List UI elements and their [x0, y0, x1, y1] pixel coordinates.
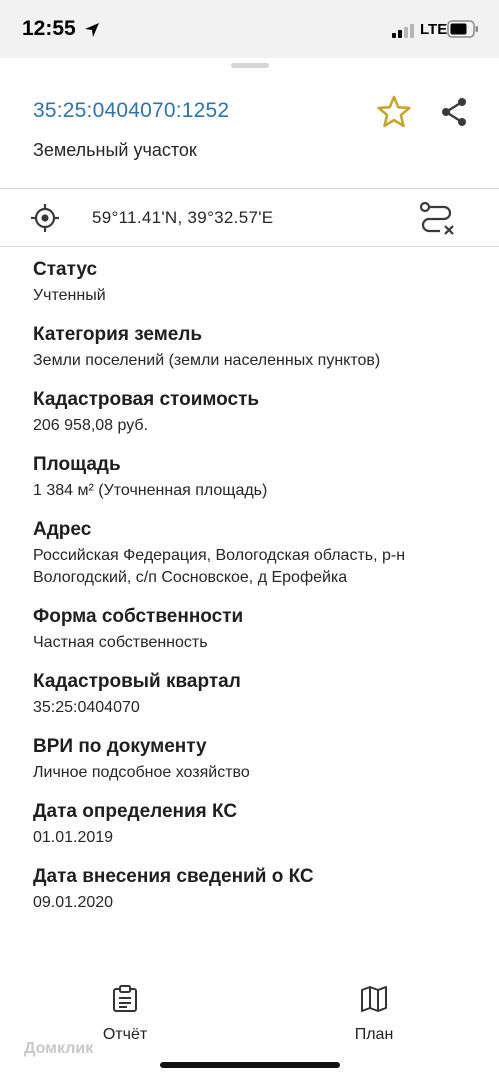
tab-report[interactable]	[65, 982, 185, 1042]
field-value: 09.01.2020	[33, 894, 114, 911]
field-cadastral-value	[33, 388, 473, 437]
status-bar	[0, 0, 499, 58]
field-value: Учтенный	[33, 287, 106, 304]
field-label: Статус	[33, 259, 98, 280]
coordinates-row[interactable]	[0, 190, 499, 246]
divider	[0, 246, 499, 247]
field-address	[33, 518, 473, 589]
status-time: 12:55	[22, 17, 76, 40]
location-arrow-icon	[84, 22, 100, 38]
route-button[interactable]	[418, 200, 456, 236]
field-label: Кадастровый квартал	[33, 671, 241, 692]
battery-icon	[447, 20, 479, 38]
signal-icon	[392, 24, 416, 38]
coordinates-text: 59°11.41'N, 39°32.57'E	[92, 208, 274, 227]
map-icon	[361, 985, 387, 1013]
divider	[0, 188, 499, 189]
field-value: 206 958,08 руб.	[33, 417, 149, 434]
share-button[interactable]	[436, 94, 472, 130]
field-value: 01.01.2019	[33, 829, 114, 846]
field-label: ВРИ по документу	[33, 736, 207, 757]
favorite-button[interactable]	[376, 94, 412, 130]
watermark-text: Домклик	[24, 1040, 94, 1057]
object-type: Земельный участок	[33, 140, 197, 160]
target-icon	[31, 204, 59, 232]
field-label: Площадь	[33, 454, 121, 475]
field-label: Форма собственности	[33, 606, 244, 627]
field-label: Дата определения КС	[33, 801, 238, 822]
tab-plan[interactable]	[314, 982, 434, 1042]
share-icon	[436, 94, 472, 130]
field-label: Дата внесения сведений о КС	[33, 866, 314, 887]
field-land-category	[33, 323, 473, 372]
field-value: Российская Федерация, Вологодская область, р-н Вологодский, с/п Сосновское, д Ерофейка	[33, 547, 406, 586]
field-label: Категория земель	[33, 324, 203, 345]
field-permitted-use	[33, 735, 473, 784]
field-entry-date	[33, 865, 473, 914]
cadastral-number[interactable]: 35:25:0404070:1252	[33, 99, 230, 122]
route-clear-icon	[418, 200, 456, 236]
field-label: Кадастровая стоимость	[33, 389, 260, 410]
tab-label: Отчёт	[102, 1026, 148, 1043]
field-cadastral-quarter	[33, 670, 473, 719]
field-status	[33, 258, 473, 307]
sheet-grabber[interactable]	[231, 63, 269, 68]
field-valuation-date	[33, 800, 473, 849]
field-area	[33, 453, 473, 502]
field-label: Адрес	[33, 519, 92, 540]
star-icon	[376, 94, 412, 130]
field-value: 35:25:0404070	[33, 699, 140, 716]
field-value: Частная собственность	[33, 634, 208, 651]
watermark-logo	[24, 1040, 93, 1058]
field-value: Земли поселений (земли населенных пунктов)	[33, 352, 381, 369]
network-type: LTE	[420, 21, 448, 38]
home-indicator[interactable]	[160, 1062, 340, 1068]
field-value: 1 384 м² (Уточненная площадь)	[33, 482, 268, 499]
clipboard-icon	[112, 985, 138, 1013]
field-ownership	[33, 605, 473, 654]
field-value: Личное подсобное хозяйство	[33, 764, 250, 781]
tab-label: План	[354, 1026, 394, 1043]
